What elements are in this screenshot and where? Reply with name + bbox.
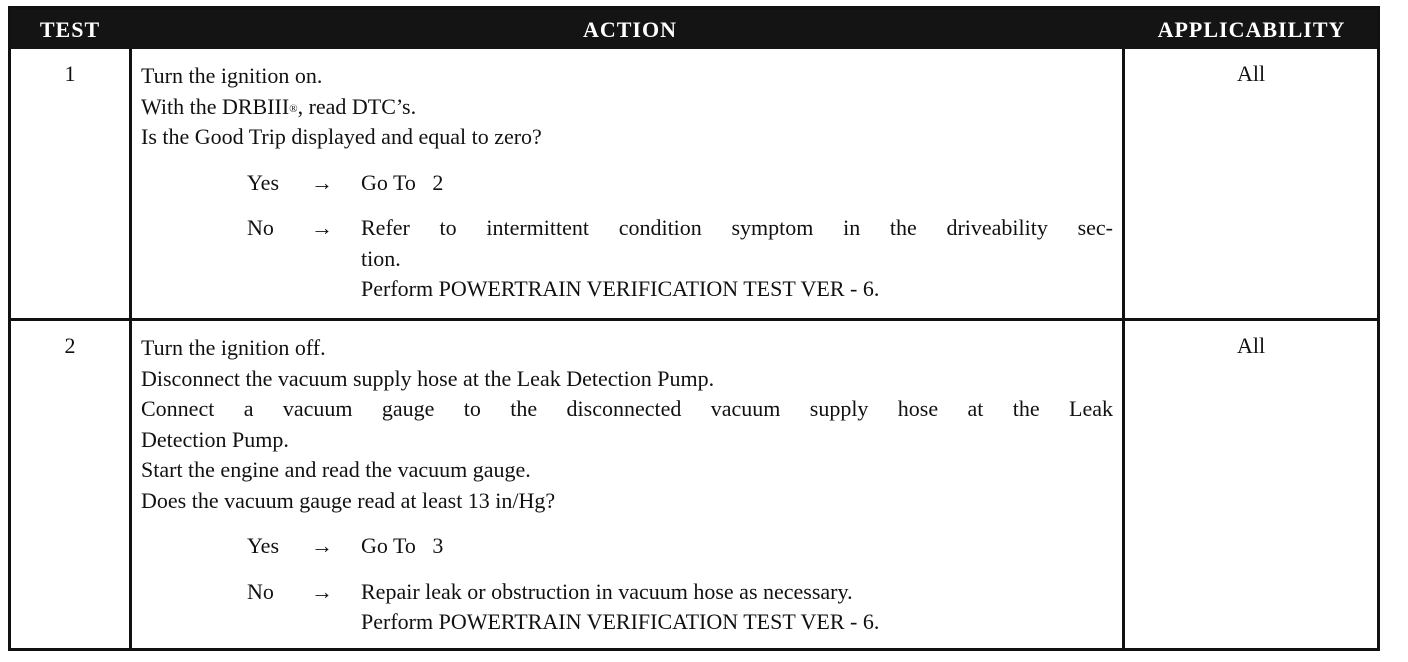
arrow-right-icon: → [311, 578, 333, 604]
action-step: Disconnect the vacuum supply hose at the Leak Detection Pump. [141, 365, 715, 391]
yes-branch [247, 531, 1113, 562]
yes-result: Go To 2 [361, 169, 444, 195]
action-cell [141, 333, 1113, 638]
table-row [11, 49, 1377, 318]
table-row [11, 321, 1377, 648]
no-result-line: tion. [361, 245, 401, 271]
no-label: No [247, 578, 274, 604]
table-header [11, 9, 1377, 49]
no-result-line: Perform POWERTRAIN VERIFICATION TEST VER - 6. [361, 276, 880, 301]
action-step-text: , read DTC’s. [297, 93, 417, 119]
no-result-line: Perform POWERTRAIN VERIFICATION TEST VER - 6. [361, 609, 880, 634]
action-step: Detection Pump. [141, 426, 289, 452]
yes-branch [247, 168, 1113, 199]
action-step: Turn the ignition off. [141, 335, 326, 360]
applicability-value: All [1236, 61, 1266, 86]
no-label: No [247, 215, 274, 240]
no-result-line: Repair leak or obstruction in vacuum hose as necessary. [361, 578, 853, 604]
test-number: 1 [64, 61, 76, 86]
action-step: Connect a vacuum gauge to the disconnected vacuum supply hose at the Leak [141, 396, 1113, 421]
diagnostic-test-table [8, 6, 1380, 651]
action-step-text: With the DRBIII [141, 93, 290, 119]
action-step: Is the Good Trip displayed and equal to zero? [141, 124, 542, 149]
yes-label: Yes [247, 169, 280, 195]
action-step [141, 92, 1113, 123]
no-branch [247, 213, 1113, 305]
test-number: 2 [64, 333, 76, 358]
no-result-line: Refer to intermittent condition symptom in the driveability sec- [361, 215, 1113, 240]
arrow-right-icon: → [311, 169, 333, 195]
header-applicability: APPLICABILITY [1157, 17, 1346, 42]
applicability-value: All [1236, 333, 1266, 358]
action-step: Does the vacuum gauge read at least 13 in/Hg? [141, 487, 556, 513]
arrow-right-icon: → [311, 533, 333, 558]
no-branch [247, 577, 1113, 638]
header-action: ACTION [582, 17, 677, 42]
registered-mark: ® [289, 102, 298, 115]
header-test: TEST [39, 17, 101, 42]
yes-result: Go To 3 [361, 533, 444, 558]
action-step: Turn the ignition on. [141, 63, 323, 88]
yes-label: Yes [247, 533, 280, 558]
action-cell [141, 61, 1113, 305]
action-step: Start the engine and read the vacuum gauge. [141, 457, 531, 482]
arrow-right-icon: → [311, 215, 333, 240]
